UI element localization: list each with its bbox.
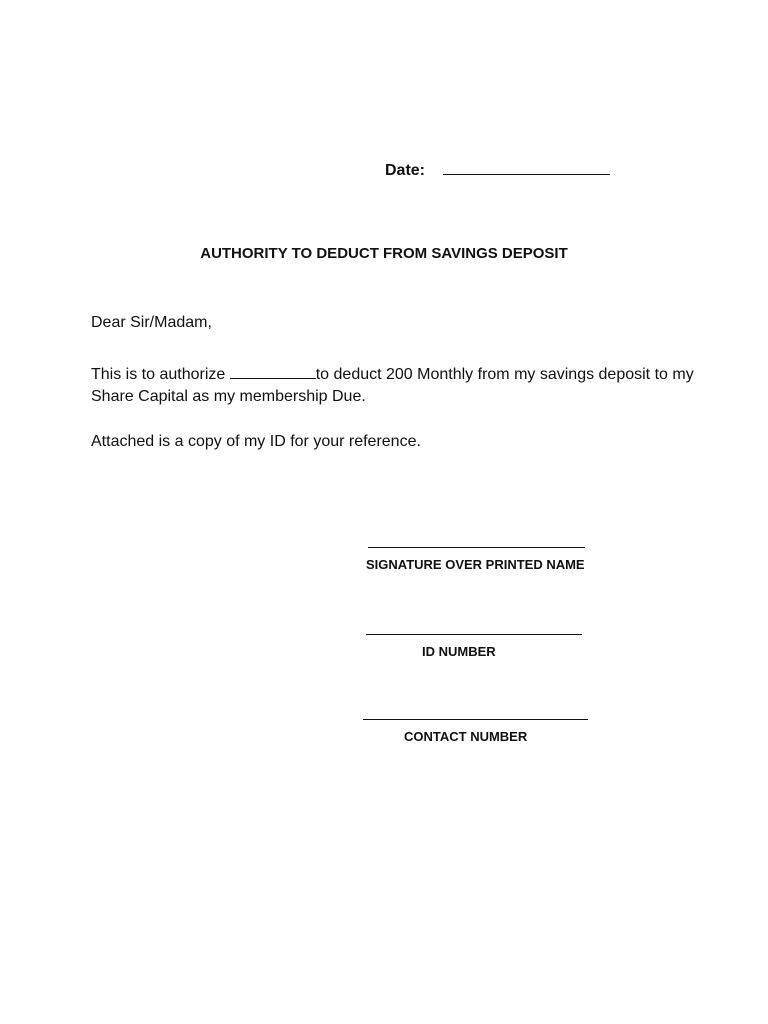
contact-number-label: CONTACT NUMBER — [404, 729, 528, 744]
date-label: Date: — [385, 162, 426, 179]
authorized-party-blank[interactable] — [230, 364, 316, 379]
body-text-part2: to deduct 200 Monthly from my savings deposit to my Share Capital as my membership Due. — [91, 366, 694, 405]
attached-note: Attached is a copy of my ID for your reference. — [91, 433, 421, 450]
signature-line[interactable] — [368, 547, 585, 548]
body-text-part1: This is to authorize — [91, 366, 230, 383]
date-blank-line[interactable] — [443, 160, 610, 175]
document-title — [0, 245, 768, 262]
document-title-text: AUTHORITY TO DEDUCT FROM SAVINGS DEPOSIT — [200, 245, 568, 262]
signature-label: SIGNATURE OVER PRINTED NAME — [366, 557, 585, 572]
salutation: Dear Sir/Madam, — [91, 314, 212, 331]
id-number-line[interactable] — [366, 634, 582, 635]
contact-number-line[interactable] — [363, 719, 588, 720]
date-row — [385, 160, 610, 180]
id-number-label: ID NUMBER — [422, 644, 496, 659]
body-paragraph — [91, 364, 701, 408]
